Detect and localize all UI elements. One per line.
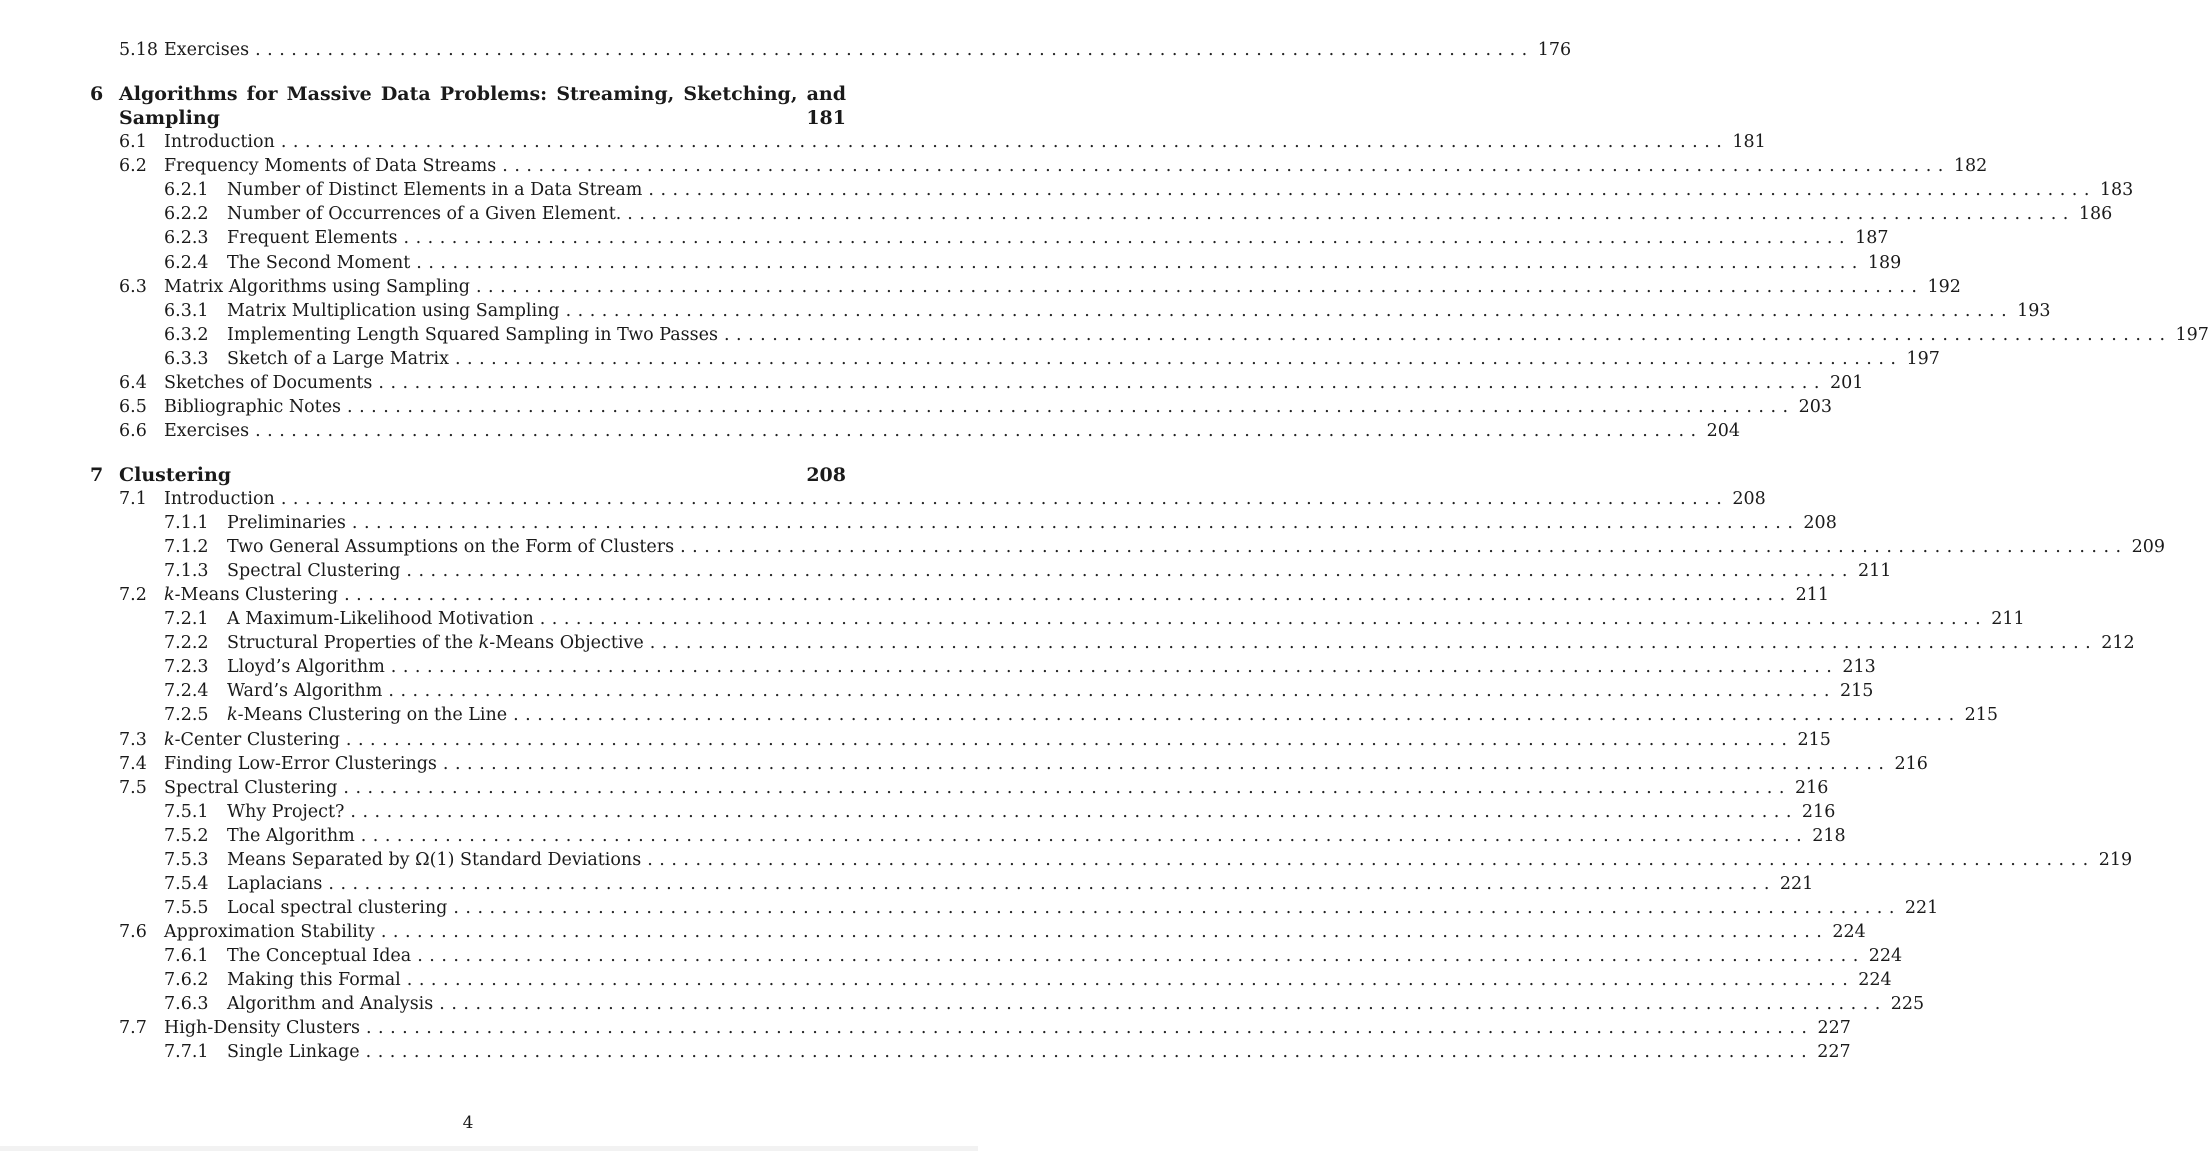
entry-number: 7.5.3: [164, 849, 209, 870]
toc-entry-6-3-3[interactable]: [164, 347, 1940, 371]
entry-page: 216: [1801, 801, 1836, 822]
chapter-title-word: Sketching,: [683, 83, 798, 105]
entry-title: Preliminaries: [227, 513, 346, 534]
entry-number: 7.7.1: [164, 1042, 209, 1063]
entry-title: Number of Occurrences of a Given Element.: [227, 204, 622, 225]
entry-page: 187: [1855, 228, 1889, 249]
chapter-title-word: Data: [380, 83, 431, 105]
toc-entry-6-4[interactable]: [119, 371, 1864, 395]
entry-page: 213: [1842, 657, 1876, 678]
dot-leader: ........................................................................................................................: [328, 873, 1776, 894]
chapter-title-word: Streaming,: [556, 83, 675, 105]
dot-leader: ........................................................................................................................: [439, 994, 1887, 1015]
entry-title: High-Density Clusters: [164, 1018, 360, 1039]
entry-page: 212: [2101, 633, 2135, 654]
toc-entry-7-2-3[interactable]: [164, 655, 1876, 679]
entry-title: k-Means Clustering on the Line: [227, 705, 508, 726]
entry-page: 227: [1817, 1018, 1851, 1039]
chapter-6-heading[interactable]: [90, 82, 846, 130]
entry-title: The Second Moment: [227, 252, 411, 273]
entry-number: 7.2: [119, 585, 147, 606]
dot-leader: ........................................................................................................................: [365, 1042, 1814, 1063]
toc-entry-5-18[interactable]: [119, 38, 1572, 62]
dot-leader: ........................................................................................................................: [350, 801, 1798, 822]
toc-entry-6-2-3[interactable]: [164, 226, 1889, 250]
entry-page: 203: [1798, 397, 1832, 418]
dot-leader: ........................................................................................................................: [417, 945, 1865, 966]
dot-leader: ........................................................................................................................: [347, 397, 1795, 418]
entry-number: 7.1.3: [164, 561, 209, 582]
entry-number: 7.5.1: [164, 801, 209, 822]
chapter-title-line-1: [119, 463, 846, 487]
toc-entry-6-3[interactable]: [119, 275, 1961, 299]
dot-leader: ........................................................................................................................: [453, 897, 1901, 918]
chapter-title-line-2: [119, 106, 846, 130]
entry-page: 215: [1839, 681, 1874, 702]
entry-number: 7.5: [119, 777, 147, 798]
entry-number: 7.2.4: [164, 681, 209, 702]
toc-entry-7-5-2[interactable]: [164, 824, 1846, 848]
entry-title: Sketch of a Large Matrix: [227, 348, 449, 369]
entry-title: Introduction: [164, 489, 275, 509]
dot-leader: ........................................................................................................................: [723, 324, 2172, 345]
entry-page: 224: [1868, 945, 1903, 966]
chapter-title-word: Clustering: [119, 464, 232, 486]
entry-title: Exercises: [164, 421, 250, 442]
chapter-title-word: Algorithms: [119, 83, 238, 105]
entry-title: Algorithm and Analysis: [227, 994, 434, 1015]
entry-number: 6.3.3: [164, 348, 209, 369]
dot-leader: ........................................................................................................................: [280, 489, 1729, 509]
entry-page: 182: [1953, 156, 1988, 177]
toc-entry-7-7[interactable]: [119, 1016, 1851, 1040]
dot-leader: ........................................................................................................................: [648, 180, 2096, 201]
entry-title: A Maximum-Likelihood Motivation: [227, 609, 534, 630]
chapter-page: 181: [806, 107, 846, 129]
dot-leader: ........................................................................................................................: [454, 348, 1903, 369]
entry-title: The Algorithm: [227, 825, 355, 846]
toc-entry-7-7-1[interactable]: [164, 1040, 1851, 1064]
toc-entry-6-2-2[interactable]: [164, 202, 2113, 226]
toc-entry-6-2-4[interactable]: [164, 251, 1902, 275]
dot-leader: ........................................................................................................................: [403, 228, 1852, 249]
toc-entry-6-5[interactable]: [119, 395, 1832, 419]
toc-entry-7-5-5[interactable]: [164, 896, 1939, 920]
entry-title: Spectral Clustering: [164, 777, 338, 798]
entry-number: 6.5: [119, 397, 147, 418]
entry-title: Single Linkage: [227, 1042, 360, 1063]
entry-title: Finding Low-Error Clusterings: [164, 753, 437, 774]
entry-page: 176: [1537, 40, 1572, 60]
entry-title: Frequent Elements: [227, 228, 398, 249]
dot-leader: ..........................................................................................................: [255, 40, 1534, 60]
dot-leader: ........................................................................................................................: [539, 609, 1988, 630]
entry-title: Introduction: [164, 132, 275, 152]
entry-number: 7.6: [119, 921, 147, 942]
toc-entry-7-6-2[interactable]: [164, 968, 1892, 992]
entry-number: 7.5.2: [164, 825, 209, 846]
entry-title: Means Separated by Ω(1) Standard Deviations: [227, 849, 642, 870]
dot-leader: ........................................................................................................................: [416, 252, 1864, 273]
entry-page: 186: [2078, 204, 2113, 225]
toc-entry-7-6-3[interactable]: [164, 992, 1925, 1016]
dot-leader: ........................................................................................................................: [360, 825, 1809, 846]
entry-title: Frequency Moments of Data Streams: [164, 156, 497, 177]
entry-title: Ward’s Algorithm: [227, 681, 383, 702]
entry-number: 6.3.2: [164, 324, 209, 345]
dot-leader: ........................................................................................................................: [255, 421, 1703, 442]
chapter-title-word: Massive: [286, 83, 372, 105]
entry-title: Number of Distinct Elements in a Data Stream: [227, 180, 643, 201]
entry-page: 201: [1829, 373, 1864, 393]
toc-entry-7-5-4[interactable]: [164, 872, 1814, 896]
entry-number: 7.6.1: [164, 945, 209, 966]
entry-number: 7.2.3: [164, 657, 209, 678]
entry-number: 6.2.3: [164, 228, 209, 249]
toc-entry-7-5[interactable]: [119, 776, 1829, 800]
entry-title: Matrix Algorithms using Sampling: [164, 276, 470, 297]
entry-number: 6.2.2: [164, 204, 209, 225]
entry-number: 7.1.2: [164, 537, 209, 558]
chapter-number: 6: [90, 83, 104, 105]
toc-entry-7-1-2[interactable]: [164, 535, 2166, 559]
entry-page: 216: [1794, 777, 1829, 798]
entry-page: 189: [1867, 252, 1902, 273]
toc-entry-6-6[interactable]: [119, 419, 1741, 443]
page-number: 4: [462, 1113, 474, 1133]
entry-number: 6.2.1: [164, 180, 209, 201]
entry-number: 6.3: [119, 276, 147, 297]
entry-number: 5.18: [119, 40, 158, 60]
dot-leader: ........................................................................................................................: [365, 1018, 1814, 1039]
entry-page: 193: [2017, 300, 2051, 321]
toc-entry-7-6[interactable]: [119, 920, 1866, 944]
entry-number: 6.2.4: [164, 252, 209, 273]
entry-page: 221: [1904, 897, 1939, 918]
toc-entry-7-2-1[interactable]: [164, 607, 2025, 631]
toc-entry-6-3-1[interactable]: [164, 299, 2051, 323]
toc-entry-6-2[interactable]: [119, 154, 1988, 178]
dot-leader: ........................................................................................................................: [565, 300, 2014, 321]
entry-number: 7.1.1: [164, 513, 209, 534]
entry-page: 221: [1779, 873, 1814, 894]
toc-entry-7-4[interactable]: [119, 752, 1928, 776]
entry-number: 6.1: [119, 132, 147, 152]
entry-page: 224: [1858, 970, 1892, 990]
entry-title: k-Center Clustering: [164, 729, 340, 750]
dot-leader: ........................................................................................................................: [627, 204, 2075, 225]
entry-page: 215: [1964, 705, 1999, 726]
chapter-title-word: for: [246, 83, 278, 105]
entry-number: 6.4: [119, 373, 147, 393]
entry-page: 208: [1803, 513, 1837, 534]
entry-page: 211: [1857, 561, 1892, 582]
entry-number: 7.4: [119, 753, 147, 774]
toc-entry-7-2[interactable]: [119, 583, 1830, 607]
toc-entry-7-5-1[interactable]: [164, 800, 1836, 824]
entry-title: Matrix Multiplication using Sampling: [227, 300, 560, 321]
dot-leader: ........................................................................................................................: [378, 373, 1826, 393]
toc-entry-7-1-3[interactable]: [164, 559, 1892, 583]
toc-entry-7-2-4[interactable]: [164, 679, 1874, 703]
toc-entry-7-3[interactable]: [119, 728, 1831, 752]
entry-number: 6.3.1: [164, 300, 209, 321]
chapter-title-word: Problems:: [439, 83, 548, 105]
entry-title: k-Means Clustering: [164, 585, 339, 606]
toc-entry-7-2-5[interactable]: [164, 703, 1999, 727]
entry-page: 192: [1927, 276, 1961, 297]
entry-page: 181: [1732, 132, 1766, 152]
entry-title: Implementing Length Squared Sampling in Two Passes: [227, 324, 718, 345]
dot-leader: ........................................................................................................................: [388, 681, 1836, 702]
entry-number: 7.3: [119, 729, 147, 750]
toc-entry-7-5-3[interactable]: [164, 848, 2133, 872]
toc-entry-7-2-2[interactable]: [164, 631, 2135, 655]
dot-leader: ........................................................................................................................: [351, 513, 1800, 534]
entry-title: Structural Properties of the k-Means Objective: [227, 633, 644, 654]
entry-title: Approximation Stability: [164, 921, 375, 942]
entry-number: 7.6.3: [164, 994, 209, 1015]
entry-title: Lloyd’s Algorithm: [227, 657, 385, 678]
entry-page: 218: [1812, 825, 1846, 846]
entry-page: 197: [2175, 324, 2209, 345]
page-bottom-edge: [0, 1146, 978, 1151]
entry-number: 7.1: [119, 489, 147, 509]
dot-leader: ........................................................................................................................: [406, 561, 1854, 582]
entry-number: 7.7: [119, 1018, 147, 1039]
entry-page: 204: [1706, 421, 1741, 442]
toc-entry-7-1[interactable]: [119, 487, 1766, 511]
toc-entry-7-1-1[interactable]: [164, 511, 1837, 535]
entry-title: Sketches of Documents: [164, 373, 373, 393]
entry-number: 6.2: [119, 156, 147, 177]
entry-number: 7.6.2: [164, 970, 209, 990]
entry-page: 208: [1732, 489, 1766, 509]
entry-page: 211: [1795, 585, 1830, 606]
dot-leader: ........................................................................................................................: [442, 753, 1891, 774]
chapter-page: 208: [806, 464, 846, 486]
dot-leader: ........................................................................................................................: [280, 132, 1729, 152]
entry-page: 215: [1797, 729, 1831, 750]
entry-title: Two General Assumptions on the Form of Clusters: [227, 537, 675, 558]
toc-entry-7-6-1[interactable]: [164, 944, 1903, 968]
entry-title: Exercises: [164, 40, 250, 60]
entry-title: Local spectral clustering: [227, 897, 448, 918]
entry-title: Laplacians: [227, 873, 323, 894]
entry-number: 7.2.1: [164, 609, 209, 630]
dot-leader: ........................................................................................................................: [344, 585, 1792, 606]
entry-number: 7.5.4: [164, 873, 209, 894]
dot-leader: ........................................................................................................................: [390, 657, 1839, 678]
entry-page: 219: [2098, 849, 2133, 870]
entry-page: 225: [1890, 994, 1925, 1015]
entry-page: 183: [2099, 180, 2134, 201]
entry-page: 216: [1894, 753, 1928, 774]
chapter-7-heading[interactable]: [90, 463, 846, 487]
entry-title: Bibliographic Notes: [164, 397, 342, 418]
entry-title: Spectral Clustering: [227, 561, 401, 582]
dot-leader: ........................................................................................................................: [475, 276, 1924, 297]
dot-leader: ........................................................................................................................: [406, 970, 1855, 990]
entry-page: 211: [1991, 609, 2025, 630]
chapter-title-word: and: [806, 83, 846, 105]
chapter-title-word: Sampling: [119, 107, 220, 129]
entry-page: 197: [1906, 348, 1940, 369]
chapter-title-line-1: [119, 82, 846, 106]
dot-leader: ........................................................................................................................: [380, 921, 1829, 942]
entry-title: The Conceptual Idea: [227, 945, 412, 966]
entry-title: Making this Formal: [227, 970, 401, 990]
dot-leader: ........................................................................................................................: [647, 849, 2095, 870]
entry-page: 224: [1832, 921, 1866, 942]
entry-number: 7.2.5: [164, 705, 209, 726]
dot-leader: ........................................................................................................................: [649, 633, 2098, 654]
toc-entry-6-3-2[interactable]: [164, 323, 2209, 347]
entry-number: 7.2.2: [164, 633, 209, 654]
entry-number: 7.5.5: [164, 897, 209, 918]
toc-entry-6-1[interactable]: [119, 130, 1766, 154]
chapter-number: 7: [90, 464, 104, 486]
entry-number: 6.6: [119, 421, 147, 442]
dot-leader: ........................................................................................................................: [502, 156, 1950, 177]
dot-leader: ........................................................................................................................: [680, 537, 2128, 558]
dot-leader: ........................................................................................................................: [513, 705, 1961, 726]
entry-title: Why Project?: [227, 801, 345, 822]
dot-leader: ........................................................................................................................: [343, 777, 1791, 798]
entry-page: 227: [1817, 1042, 1851, 1063]
entry-page: 209: [2131, 537, 2166, 558]
dot-leader: ........................................................................................................................: [345, 729, 1794, 750]
toc-entry-6-2-1[interactable]: [164, 178, 2134, 202]
